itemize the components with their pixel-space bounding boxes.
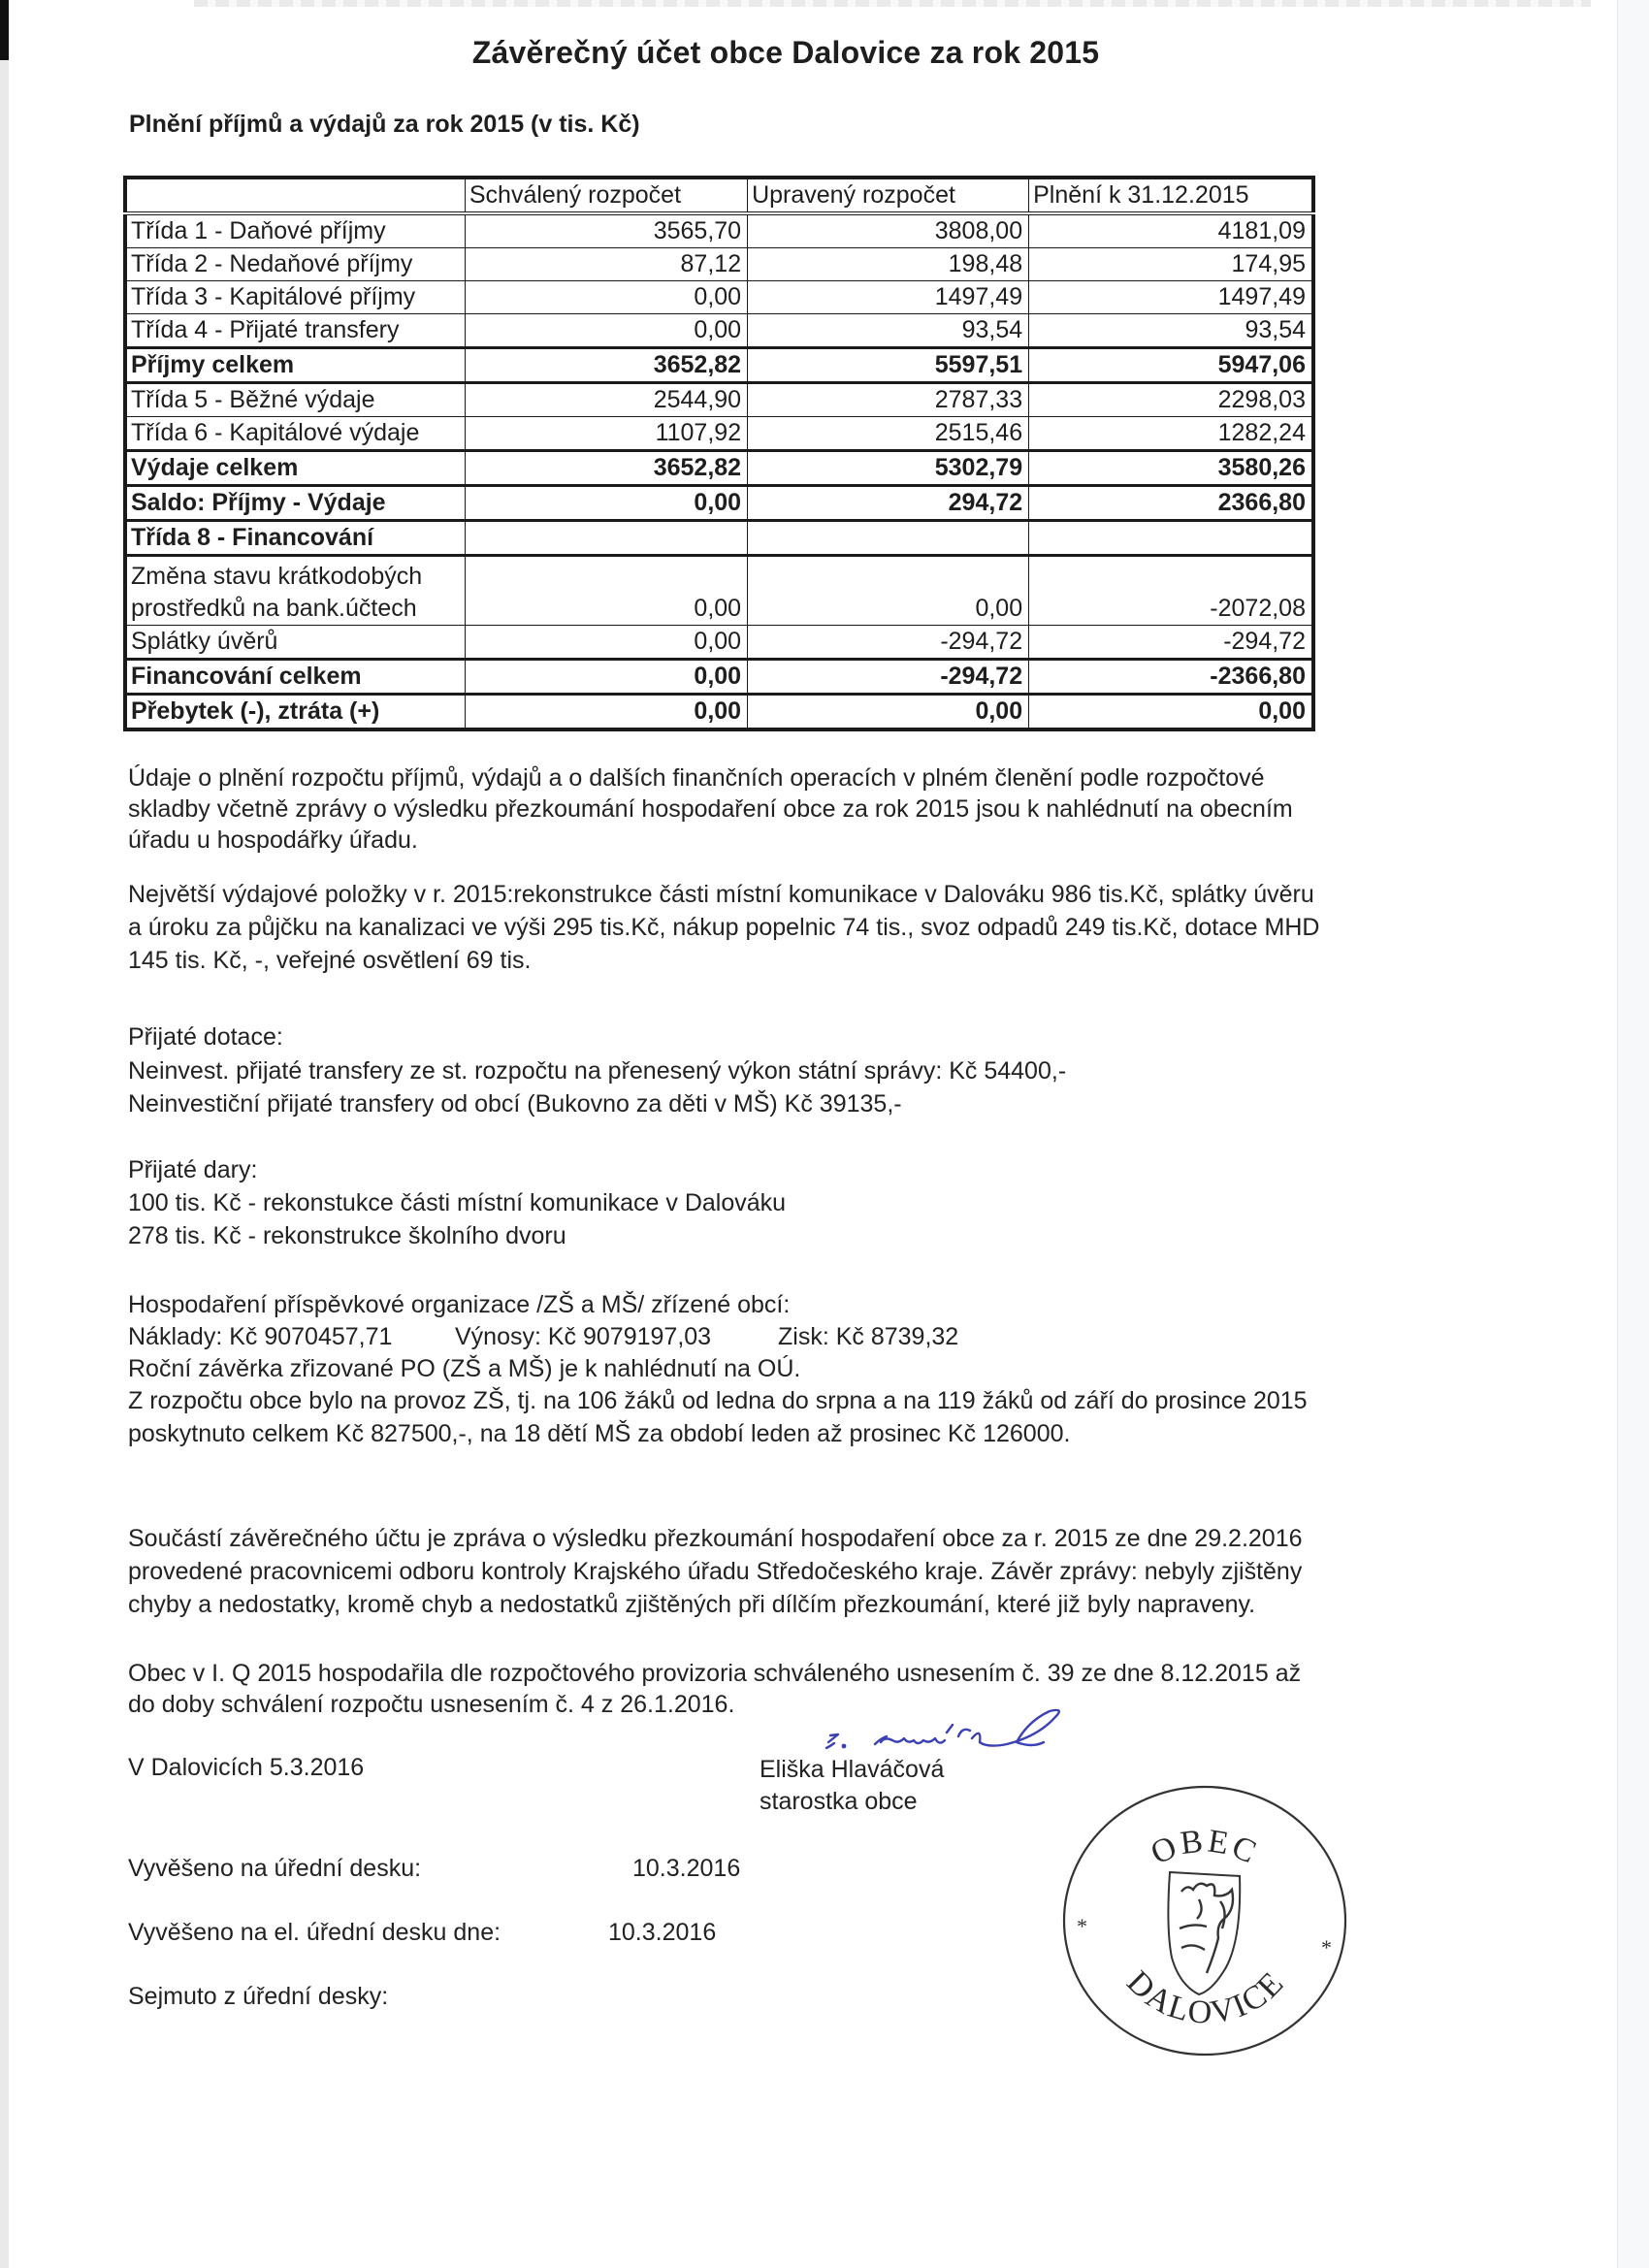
posted-label: Vyvěšeno na úřední desku: xyxy=(128,1855,422,1882)
row-label: Saldo: Příjmy - Výdaje xyxy=(125,486,465,521)
paragraph-line: chyby a nedostatky, kromě chyb a nedostatků zjištěných při dílčím přezkoumání, které již byly napraveny. xyxy=(128,1591,1256,1618)
table-row xyxy=(125,556,1313,626)
cell-approved: 3565,70 xyxy=(465,213,747,248)
table-row-total-income xyxy=(125,348,1313,383)
paragraph-line: Neinvestiční přijaté transfery od obcí (Bukovno za děti v MŠ) Kč 39135,- xyxy=(128,1090,902,1118)
row-label: Financování celkem xyxy=(125,660,465,695)
cell-approved: 1107,92 xyxy=(465,417,747,451)
row-label: Třída 5 - Běžné výdaje xyxy=(125,383,465,417)
place-and-date: V Dalovicích 5.3.2016 xyxy=(128,1754,365,1781)
cell-approved: 3652,82 xyxy=(465,348,747,383)
svg-text:DALOVICE xyxy=(1119,1964,1291,2031)
cell-actual: 2298,03 xyxy=(1029,383,1313,417)
stamp-bottom-text: DALOVICE xyxy=(1119,1963,1292,2031)
cell-approved: 0,00 xyxy=(465,660,747,695)
cell-approved: 87,12 xyxy=(465,248,747,281)
scan-edge-strip xyxy=(0,60,9,2268)
cell-adjusted: 5302,79 xyxy=(748,451,1029,486)
table-header-cell xyxy=(125,178,465,213)
table-row xyxy=(125,248,1313,281)
table-row xyxy=(125,626,1313,660)
paragraph-line: a úroku za půjčku na kanalizaci ve výši 295 tis.Kč, nákup popelnic 74 tis., svoz odpadů 249 tis.Kč, dotace MHD xyxy=(128,914,1320,941)
cell-adjusted: 198,48 xyxy=(748,248,1029,281)
cell-approved: 0,00 xyxy=(465,486,747,521)
budget-table xyxy=(123,176,1315,731)
paragraph-line: Součástí závěrečného účtu je zpráva o výsledku přezkoumání hospodaření obce za r. 2015 ze dne 29.2.2016 xyxy=(128,1525,1303,1552)
table-row xyxy=(125,281,1313,314)
table-header-cell: Plnění k 31.12.2015 xyxy=(1029,178,1313,213)
table-row xyxy=(125,314,1313,348)
cell-adjusted: 2515,46 xyxy=(748,417,1029,451)
cell-adjusted: 5597,51 xyxy=(748,348,1029,383)
table-header-cell: Schválený rozpočet xyxy=(465,178,747,213)
cell-approved: 3652,82 xyxy=(465,451,747,486)
cell-adjusted: 2787,33 xyxy=(748,383,1029,417)
cell-adjusted: -294,72 xyxy=(748,660,1029,695)
table-row-total-expenses xyxy=(125,451,1313,486)
paragraph-line: skladby včetně zprávy o výsledku přezkoumání hospodaření obce za rok 2015 jsou k nahlédnutí na obecním xyxy=(128,795,1293,823)
table-header-row xyxy=(125,178,1313,213)
cell-adjusted: 3808,00 xyxy=(748,213,1029,248)
table-header-cell: Upravený rozpočet xyxy=(748,178,1029,213)
paragraph-line: Údaje o plnění rozpočtu příjmů, výdajů a o dalších finančních operacích v plném členění podle rozpočtové xyxy=(128,764,1265,792)
cell-actual xyxy=(1029,521,1313,556)
cell-actual: 4181,09 xyxy=(1029,213,1313,248)
table-row xyxy=(125,213,1313,248)
cell-adjusted: 0,00 xyxy=(748,556,1029,626)
cell-adjusted: 294,72 xyxy=(748,486,1029,521)
row-label: Třída 1 - Daňové příjmy xyxy=(125,213,465,248)
section-heading-grants: Přijaté dotace: xyxy=(128,1023,283,1051)
paragraph-line: Obec v I. Q 2015 hospodařila dle rozpočtového provizoria schváleného usnesením č. 39 ze dne 8.12.2015 až xyxy=(128,1660,1302,1687)
table-row-financing-heading xyxy=(125,521,1313,556)
posted-electronic-date: 10.3.2016 xyxy=(608,1919,717,1946)
paragraph-line: 145 tis. Kč, -, veřejné osvětlení 69 tis. xyxy=(128,947,532,974)
table-row-surplus-loss xyxy=(125,695,1313,730)
row-label: Příjmy celkem xyxy=(125,348,465,383)
paragraph-line: Z rozpočtu obce bylo na provoz ZŠ, tj. na 106 žáků od ledna do srpna a na 119 žáků od září do prosince 2015 xyxy=(128,1387,1308,1414)
removed-label: Sejmuto z úřední desky: xyxy=(128,1983,389,2010)
row-label: Změna stavu krátkodobých prostředků na bank.účtech xyxy=(125,556,465,626)
cell-actual: 2366,80 xyxy=(1029,486,1313,521)
document-title xyxy=(0,35,1571,71)
cell-approved: 2544,90 xyxy=(465,383,747,417)
cell-actual: 174,95 xyxy=(1029,248,1313,281)
cell-actual: 3580,26 xyxy=(1029,451,1313,486)
row-label: Třída 6 - Kapitálové výdaje xyxy=(125,417,465,451)
section-heading-organization: Hospodaření příspěvkové organizace /ZŠ a MŠ/ zřízené obcí: xyxy=(128,1291,791,1318)
row-label: Třída 2 - Nedaňové příjmy xyxy=(125,248,465,281)
cell-approved: 0,00 xyxy=(465,281,747,314)
cell-actual: -2072,08 xyxy=(1029,556,1313,626)
row-label: Výdaje celkem xyxy=(125,451,465,486)
paragraph-line: Roční závěrka zřizované PO (ZŠ a MŠ) je k nahlédnutí na OÚ. xyxy=(128,1355,801,1382)
signatory-role: starostka obce xyxy=(760,1788,918,1815)
revenues-value: Výnosy: Kč 9079197,03 xyxy=(455,1323,712,1350)
row-label: Třída 8 - Financování xyxy=(125,521,465,556)
paragraph-line: Neinvest. přijaté transfery ze st. rozpočtu na přenesený výkon státní správy: Kč 54400,- xyxy=(128,1057,1067,1085)
svg-text:OBEC xyxy=(1146,1823,1264,1871)
costs-value: Náklady: Kč 9070457,71 xyxy=(128,1323,393,1350)
stamp-star-icon: * xyxy=(1321,1935,1332,1960)
paragraph-line: úřadu u hospodářky úřadu. xyxy=(128,826,418,854)
document-title-text: Závěrečný účet obce Dalovice za rok 2015 xyxy=(471,35,1100,70)
document-subtitle: Plnění příjmů a výdajů za rok 2015 (v tis. Kč) xyxy=(129,111,640,138)
section-heading-donations: Přijaté dary: xyxy=(128,1156,258,1183)
cell-adjusted xyxy=(748,521,1029,556)
handwritten-signature-icon xyxy=(817,1703,1079,1758)
scan-edge-strip-right xyxy=(1617,0,1649,2268)
cell-actual: 1282,24 xyxy=(1029,417,1313,451)
stamp-top-text: OBEC xyxy=(1146,1823,1265,1872)
paragraph-line: provedené pracovnicemi odboru kontroly Krajského úřadu Středočeského kraje. Závěr zprávy: nebyly zjištěny xyxy=(128,1558,1303,1585)
profit-value: Zisk: Kč 8739,32 xyxy=(778,1323,959,1350)
posted-date: 10.3.2016 xyxy=(632,1855,741,1882)
cell-actual: 1497,49 xyxy=(1029,281,1313,314)
table-row xyxy=(125,417,1313,451)
table-row xyxy=(125,383,1313,417)
row-label: Třída 4 - Přijaté transfery xyxy=(125,314,465,348)
coat-of-arms-lion-icon xyxy=(1168,1872,1240,1994)
official-stamp-icon xyxy=(1061,1783,1348,2058)
paragraph-line: Největší výdajové položky v r. 2015:rekonstrukce části místní komunikace v Dalováku 986 tis.Kč, splátky úvěru xyxy=(128,881,1314,908)
signatory-name: Eliška Hlaváčová xyxy=(760,1756,945,1783)
cell-approved xyxy=(465,521,747,556)
cell-adjusted: 0,00 xyxy=(748,695,1029,730)
cell-adjusted: -294,72 xyxy=(748,626,1029,660)
table-row-total-financing xyxy=(125,660,1313,695)
paragraph-line: 100 tis. Kč - rekonstukce části místní komunikace v Dalováku xyxy=(128,1189,787,1216)
cell-adjusted: 1497,49 xyxy=(748,281,1029,314)
cell-actual: -294,72 xyxy=(1029,626,1313,660)
cell-approved: 0,00 xyxy=(465,556,747,626)
stamp-star-icon: * xyxy=(1077,1914,1087,1938)
cell-actual: 0,00 xyxy=(1029,695,1313,730)
posted-electronic-label: Vyvěšeno na el. úřední desku dne: xyxy=(128,1919,501,1946)
paragraph-line: do doby schválení rozpočtu usnesením č. 4 z 26.1.2016. xyxy=(128,1691,735,1718)
row-label: Přebytek (-), ztráta (+) xyxy=(125,695,465,730)
cell-approved: 0,00 xyxy=(465,695,747,730)
paragraph-line: poskytnuto celkem Kč 827500,-, na 18 dětí MŠ za období leden až prosinec Kč 126000. xyxy=(128,1420,1071,1447)
cell-actual: 93,54 xyxy=(1029,314,1313,348)
cell-adjusted: 93,54 xyxy=(748,314,1029,348)
table-row-balance xyxy=(125,486,1313,521)
row-label: Třída 3 - Kapitálové příjmy xyxy=(125,281,465,314)
scan-bleed-through xyxy=(194,0,1591,7)
cell-actual: 5947,06 xyxy=(1029,348,1313,383)
row-label: Splátky úvěrů xyxy=(125,626,465,660)
paragraph-line: 278 tis. Kč - rekonstrukce školního dvoru xyxy=(128,1222,566,1249)
cell-approved: 0,00 xyxy=(465,626,747,660)
cell-approved: 0,00 xyxy=(465,314,747,348)
cell-actual: -2366,80 xyxy=(1029,660,1313,695)
